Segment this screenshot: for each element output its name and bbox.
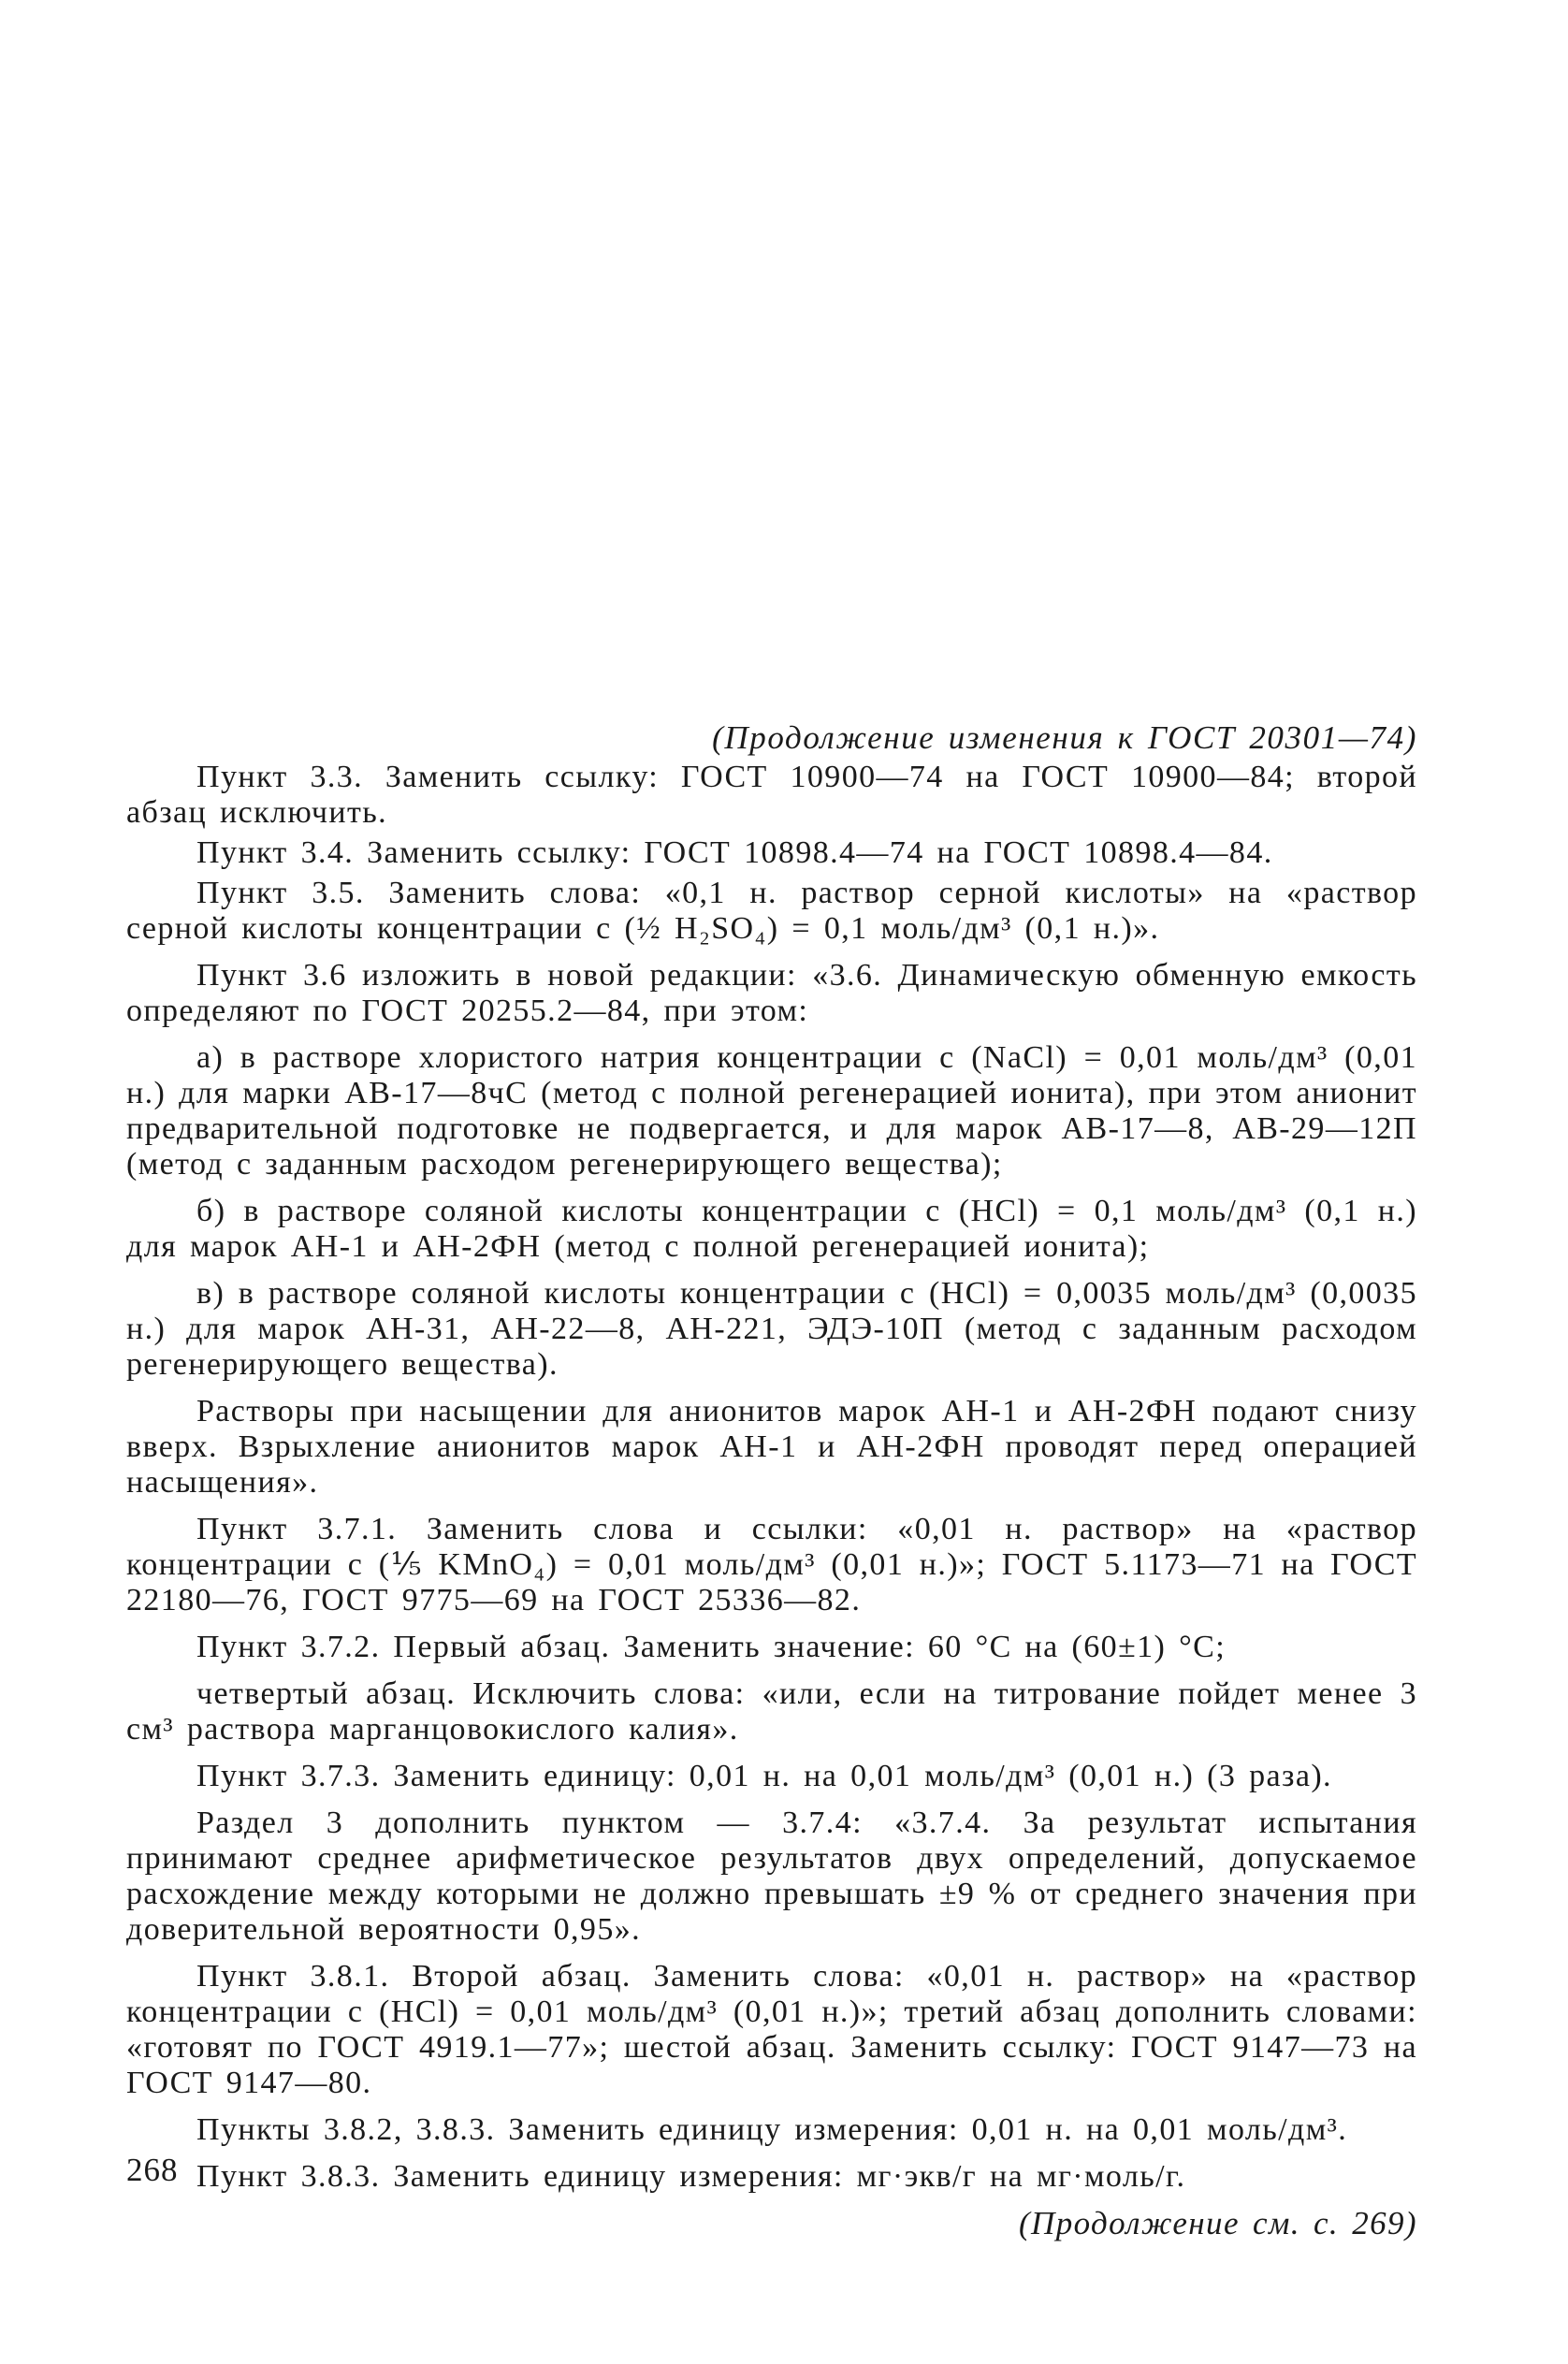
paragraph-3-6: Пункт 3.6 изложить в новой редакции: «3.6. Динамическую обменную емкость определяют по ГОСТ 20255.2—84, при этом:	[126, 958, 1417, 1028]
paragraph-3-4: Пункт 3.4. Заменить ссылку: ГОСТ 10898.4—74 на ГОСТ 10898.4—84.	[196, 835, 1273, 870]
paragraph-3-6-solutions: Растворы при насыщении для анионитов марок АН-1 и АН-2ФН подают снизу вверх. Взрыхление анионитов марок АН-1 и АН-2ФН проводят перед операцией насыщения».	[126, 1394, 1417, 1500]
paragraph-3-3: Пункт 3.3. Заменить ссылку: ГОСТ 10900—74 на ГОСТ 10900—84; второй абзац исключить.	[126, 760, 1417, 830]
paragraph-3-8-1: Пункт 3.8.1. Второй абзац. Заменить слова: «0,01 н. раствор» на «раствор концентрации с (HCl) = 0,01 моль/дм³ (0,01 н.)»; третий абзац дополнить словами: «готовят по ГОСТ 4919.1—77»; шестой абзац. Заменить ссылку: ГОСТ 9147—73 на ГОСТ 9147—80.	[126, 1959, 1417, 2100]
paragraph-3-7-3: Пункт 3.7.3. Заменить единицу: 0,01 н. на 0,01 моль/дм³ (0,01 н.) (3 раза).	[196, 1759, 1332, 1793]
paragraph-3-6-a: а) в растворе хлористого натрия концентрации с (NaCl) = 0,01 моль/дм³ (0,01 н.) для марки АВ-17—8чС (метод с полной регенерацией ионита), при этом анионит предварительной подготовке не подвергается, и для марок АВ-17—8, АВ-29—12П (метод с заданным расходом регенерирующего вещества);	[126, 1040, 1417, 1182]
paragraph-3-8-2: Пункты 3.8.2, 3.8.3. Заменить единицу измерения: 0,01 н. на 0,01 моль/дм³.	[196, 2112, 1348, 2147]
paragraph-3-8-3: Пункт 3.8.3. Заменить единицу измерения: мг·экв/г на мг·моль/г.	[196, 2159, 1186, 2194]
continuation-header: (Продолжение изменения к ГОСТ 20301—74)	[712, 719, 1417, 756]
paragraph-3-6-b: б) в растворе соляной кислоты концентрации с (HCl) = 0,1 моль/дм³ (0,1 н.) для марок АН-1 и АН-2ФН (метод с полной регенерацией ионита);	[126, 1194, 1417, 1264]
paragraph-3-7-1: Пункт 3.7.1. Заменить слова и ссылки: «0,01 н. раствор» на «раствор концентрации с (⅕ KMnO₄) = 0,01 моль/дм³ (0,01 н.)»; ГОСТ 5.1173—71 на ГОСТ 22180—76, ГОСТ 9775—69 на ГОСТ 25336—82.	[126, 1512, 1417, 1617]
paragraph-3-7-2-fourth: четвертый абзац. Исключить слова: «или, если на титрование пойдет менее 3 см³ раствора марганцовокислого калия».	[126, 1676, 1417, 1747]
paragraph-3-5: Пункт 3.5. Заменить слова: «0,1 н. раствор серной кислоты» на «раствор серной кислоты концентрации с (½ H₂SO₄) = 0,1 моль/дм³ (0,1 н.)».	[126, 876, 1417, 946]
continuation-footer: (Продолжение см. с. 269)	[1018, 2205, 1417, 2241]
document-body	[126, 720, 1417, 2241]
paragraph-3-7-2: Пункт 3.7.2. Первый абзац. Заменить значение: 60 °С на (60±1) °С;	[196, 1630, 1227, 1664]
paragraph-3-7-4: Раздел 3 дополнить пунктом — 3.7.4: «3.7.4. За результат испытания принимают среднее арифметическое результатов двух определений, допускаемое расхождение между которыми не должно превышать ±9 % от среднего значения при доверительной вероятности 0,95».	[126, 1806, 1417, 1947]
page-number: 268	[126, 2152, 179, 2188]
paragraph-3-6-v: в) в растворе соляной кислоты концентрации с (HCl) = 0,0035 моль/дм³ (0,0035 н.) для марок АН-31, АН-22—8, АН-221, ЭДЭ-10П (метод с заданным расходом регенерирующего вещества).	[126, 1276, 1417, 1382]
